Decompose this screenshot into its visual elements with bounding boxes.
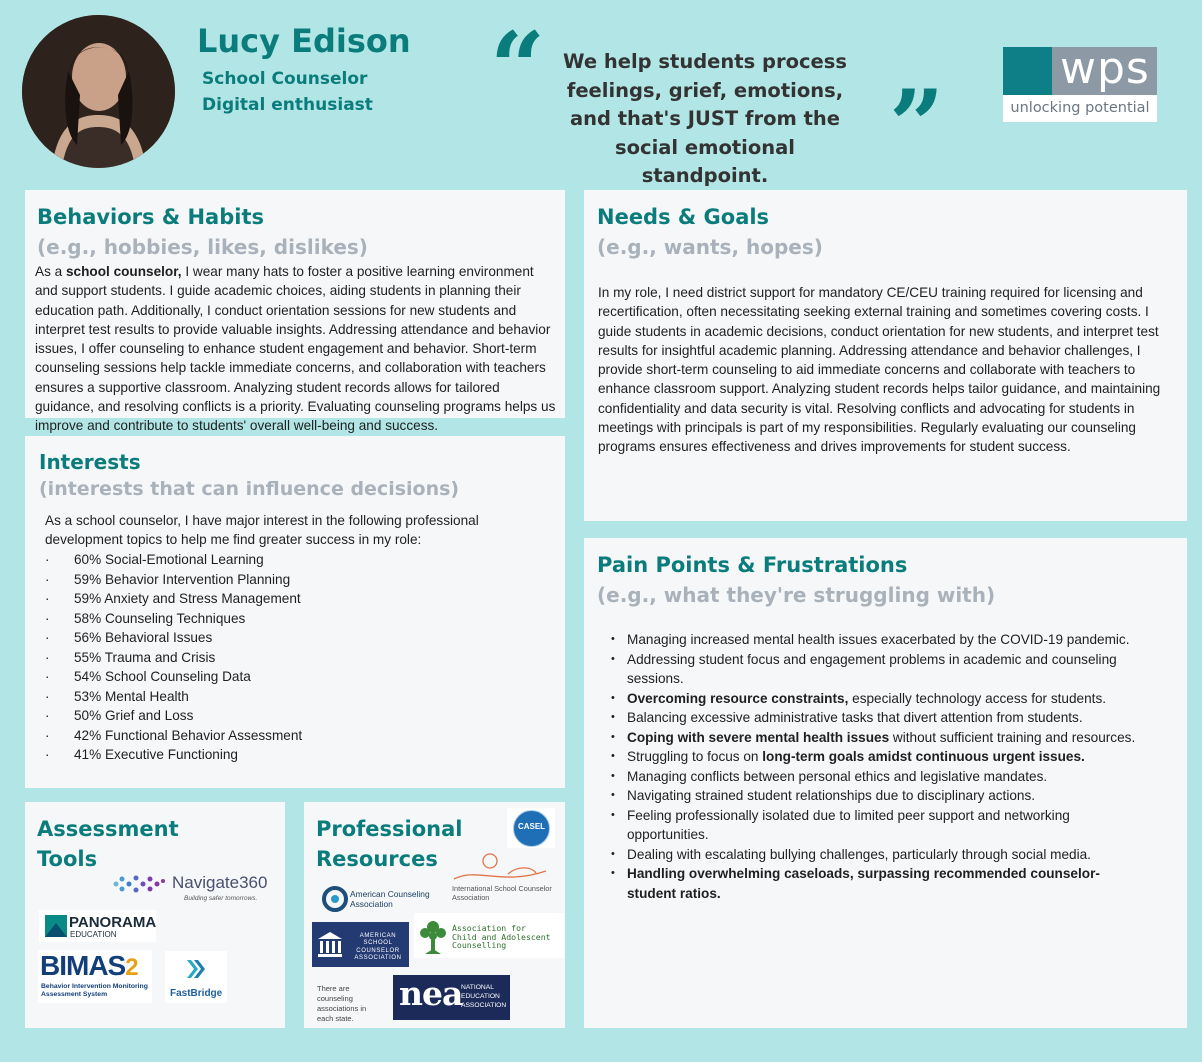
profile-photo <box>22 15 175 168</box>
asca-name-line1: AMERICAN <box>359 933 397 939</box>
pain-point-emphasis: Coping with severe mental health issues <box>627 729 890 745</box>
persona-tagline: Digital enthusiast <box>202 95 373 115</box>
behaviors-text <box>35 262 559 436</box>
aca-name: American Counseling Association <box>350 889 430 909</box>
interest-item: · 56% Behavioral Issues <box>45 628 525 648</box>
acac-name-line3: Counselling <box>452 940 507 951</box>
resources-note: There are counseling associations in each state. <box>317 984 367 1023</box>
navigate360-tagline: Building safer tomorrows. <box>184 895 258 902</box>
bimas-logo <box>38 950 152 1003</box>
pain-point-emphasis: long-term goals amidst continuous urgent issues. <box>762 749 1085 764</box>
pain-list <box>611 630 1136 903</box>
needs-title: Needs & Goals <box>597 205 770 229</box>
pain-point-emphasis: Handling overwhelming caseloads, surpassing recommended counselor-student ratios. <box>627 866 1100 901</box>
asca-name <box>347 933 409 963</box>
wps-logo <box>1003 43 1157 122</box>
fastbridge-name: FastBridge <box>170 988 223 999</box>
wps-tagline: unlocking potential <box>1003 95 1157 122</box>
behaviors-subtitle: (e.g., hobbies, likes, dislikes) <box>37 235 368 259</box>
interest-item: · 59% Anxiety and Stress Management <box>45 589 525 609</box>
resources-title-line1: Professional <box>316 817 463 841</box>
behaviors-title: Behaviors & Habits <box>37 205 264 229</box>
bimas-name <box>40 950 138 982</box>
pain-point-text: Managing increased mental health issues exacerbated by the COVID-19 pandemic. <box>627 632 1130 647</box>
acac-tree-icon <box>417 916 449 956</box>
panorama-mark-icon <box>45 915 67 937</box>
pain-point-text: Managing conflicts between personal ethics and legislative mandates. <box>627 768 1048 784</box>
interest-item: · 41% Executive Functioning <box>45 745 525 765</box>
nea-logo <box>393 975 510 1020</box>
pain-point-item <box>611 806 1136 845</box>
panorama-sub: EDUCATION <box>70 930 117 939</box>
pain-point-text: Navigating strained student relationships due to disciplinary actions. <box>627 788 1036 803</box>
navigate360-name: Navigate360 <box>172 873 268 892</box>
acac-name <box>452 924 564 950</box>
pain-point-text: Struggling to focus on <box>627 749 763 764</box>
asca-name-line4: ASSOCIATION <box>354 955 402 962</box>
interests-title: Interests <box>39 450 141 474</box>
wps-logo-block <box>1003 47 1052 95</box>
interest-item: · 60% Social-Emotional Learning <box>45 550 525 570</box>
open-quote-icon: “ <box>490 11 546 124</box>
acac-name-line1: Association for <box>452 923 526 933</box>
interests-intro: As a school counselor, I have major interest in the following professional development topics to help me find greater success in my role: <box>45 513 479 548</box>
person-silhouette-icon <box>22 15 175 168</box>
casel-name: CASEL <box>517 822 546 831</box>
pain-point-item <box>611 786 1136 806</box>
bimas-name-text: BIMAS <box>40 950 126 981</box>
aca-circle-icon <box>322 886 348 912</box>
pain-point-emphasis: Overcoming resource constraints, <box>627 690 849 706</box>
interest-item: · 42% Functional Behavior Assessment <box>45 726 525 746</box>
isca-logo <box>448 852 556 906</box>
pain-point-item <box>611 708 1136 728</box>
interests-subtitle: (interests that can influence decisions) <box>39 478 460 500</box>
asca-logo <box>312 922 409 967</box>
pain-point-text: Feeling professionally isolated due to limited peer support and networking opportunities. <box>627 807 1070 842</box>
nea-name-line3: ASSOCIATION <box>461 1002 507 1009</box>
behaviors-text-prefix: As a <box>35 264 66 279</box>
wps-wordmark: wps <box>1060 43 1150 94</box>
navigate360-logo <box>112 870 272 906</box>
needs-subtitle: (e.g., wants, hopes) <box>597 235 823 259</box>
pain-point-item <box>611 747 1136 767</box>
close-quote-icon: ” <box>889 69 945 182</box>
assessment-title-line2: Tools <box>37 847 98 871</box>
interests-list <box>45 550 525 765</box>
pain-point-text-tail: without sufficient training and resources. <box>889 729 1136 745</box>
pain-point-item <box>611 864 1136 903</box>
aca-logo <box>320 885 440 915</box>
interest-item: · 58% Counseling Techniques <box>45 609 525 629</box>
asca-name-line2: SCHOOL <box>363 940 393 947</box>
nea-name-line1: NATIONAL <box>461 984 494 991</box>
behaviors-text-rest: I wear many hats to foster a positive learning environment and support students. I guide academic choices, aiding students in planning their education path. Additionally, I conduct orientation sessions for new students and interpret test results to provide valuable insights. Addressing attendance and behavior issues, I offer counseling to enhance student engagement and behavior. Short-term counseling sessions help tackle immediate concerns, and collaboration with teachers ensures a supportive classroom. Analyzing student records allows for tailored guidance, and resolving conflicts is a priority. Evaluating counseling programs helps us improve and contribute to students' overall well-being and success. <box>35 264 556 434</box>
asca-columns-icon <box>317 930 343 958</box>
pain-point-item <box>611 630 1136 650</box>
nea-mark: nea <box>399 974 463 1013</box>
fastbridge-logo <box>165 951 227 1003</box>
interest-item: · 53% Mental Health <box>45 687 525 707</box>
panorama-name: PANORAMA <box>69 914 157 931</box>
casel-logo <box>507 808 555 848</box>
resources-title-line2: Resources <box>316 847 438 871</box>
behaviors-text-bold: school counselor, <box>65 264 182 279</box>
assessment-title-line1: Assessment <box>37 817 179 841</box>
interest-item: · 54% School Counseling Data <box>45 667 525 687</box>
interest-item: · 55% Trauma and Crisis <box>45 648 525 668</box>
interest-item: · 59% Behavior Intervention Planning <box>45 570 525 590</box>
interest-item: · 50% Grief and Loss <box>45 706 525 726</box>
asca-name-line3: COUNSELOR <box>356 947 400 954</box>
pain-point-text-tail: especially technology access for students. <box>848 690 1107 706</box>
pain-point-item <box>611 767 1136 787</box>
wps-logo-panel <box>1052 43 1157 95</box>
bimas-num: 2 <box>125 954 138 981</box>
pain-title: Pain Points & Frustrations <box>597 553 908 577</box>
pain-subtitle: (e.g., what they're struggling with) <box>597 583 996 607</box>
panorama-logo <box>39 910 156 942</box>
needs-text: In my role, I need district support for mandatory CE/CEU training required for licensing and recertification, often necessitating seeking external training and sometimes covering costs. I guide students in academic decisions, conduct orientation for new students, and interpret test results for insightful academic planning. Addressing attendance and behavior challenges, I provide short-term counseling to aid immediate concerns and collaborate with teachers to enhance classroom support. Analyzing student records helps tailor guidance, and maintaining confidentiality and data security is vital. Resolving conflicts and advocating for students in meetings with principals is part of my responsibilities. Regularly evaluating our counseling programs ensures effectiveness and drives improvements for student success. <box>598 285 1161 455</box>
pain-point-item <box>611 845 1136 865</box>
pain-point-item <box>611 689 1136 709</box>
pain-point-text: Addressing student focus and engagement problems in academic and counseling sessions. <box>627 651 1117 686</box>
persona-role: School Counselor <box>202 69 368 89</box>
pain-point-item <box>611 650 1136 689</box>
acac-logo <box>414 913 564 958</box>
bimas-sub: Behavior Intervention Monitoring Assessment System <box>41 983 148 998</box>
pain-point-text: Dealing with escalating bullying challenges, particularly through social media. <box>627 846 1091 862</box>
navigate360-dots-icon <box>112 872 166 896</box>
nea-name-line2: EDUCATION <box>461 993 500 1000</box>
persona-name: Lucy Edison <box>197 22 411 60</box>
nea-name <box>461 983 507 1010</box>
persona-quote: We help students process feelings, grief, emotions, and that's JUST from the social emotional standpoint. <box>563 50 847 187</box>
isca-name: International School Counselor Association <box>452 884 552 902</box>
acac-name-line2: Child and Adolescent <box>452 931 551 942</box>
pain-point-text: Balancing excessive administrative tasks that divert attention from students. <box>627 710 1083 725</box>
isca-figure-icon <box>452 852 548 886</box>
pain-point-item <box>611 728 1136 748</box>
fastbridge-chevron-icon <box>184 957 208 981</box>
